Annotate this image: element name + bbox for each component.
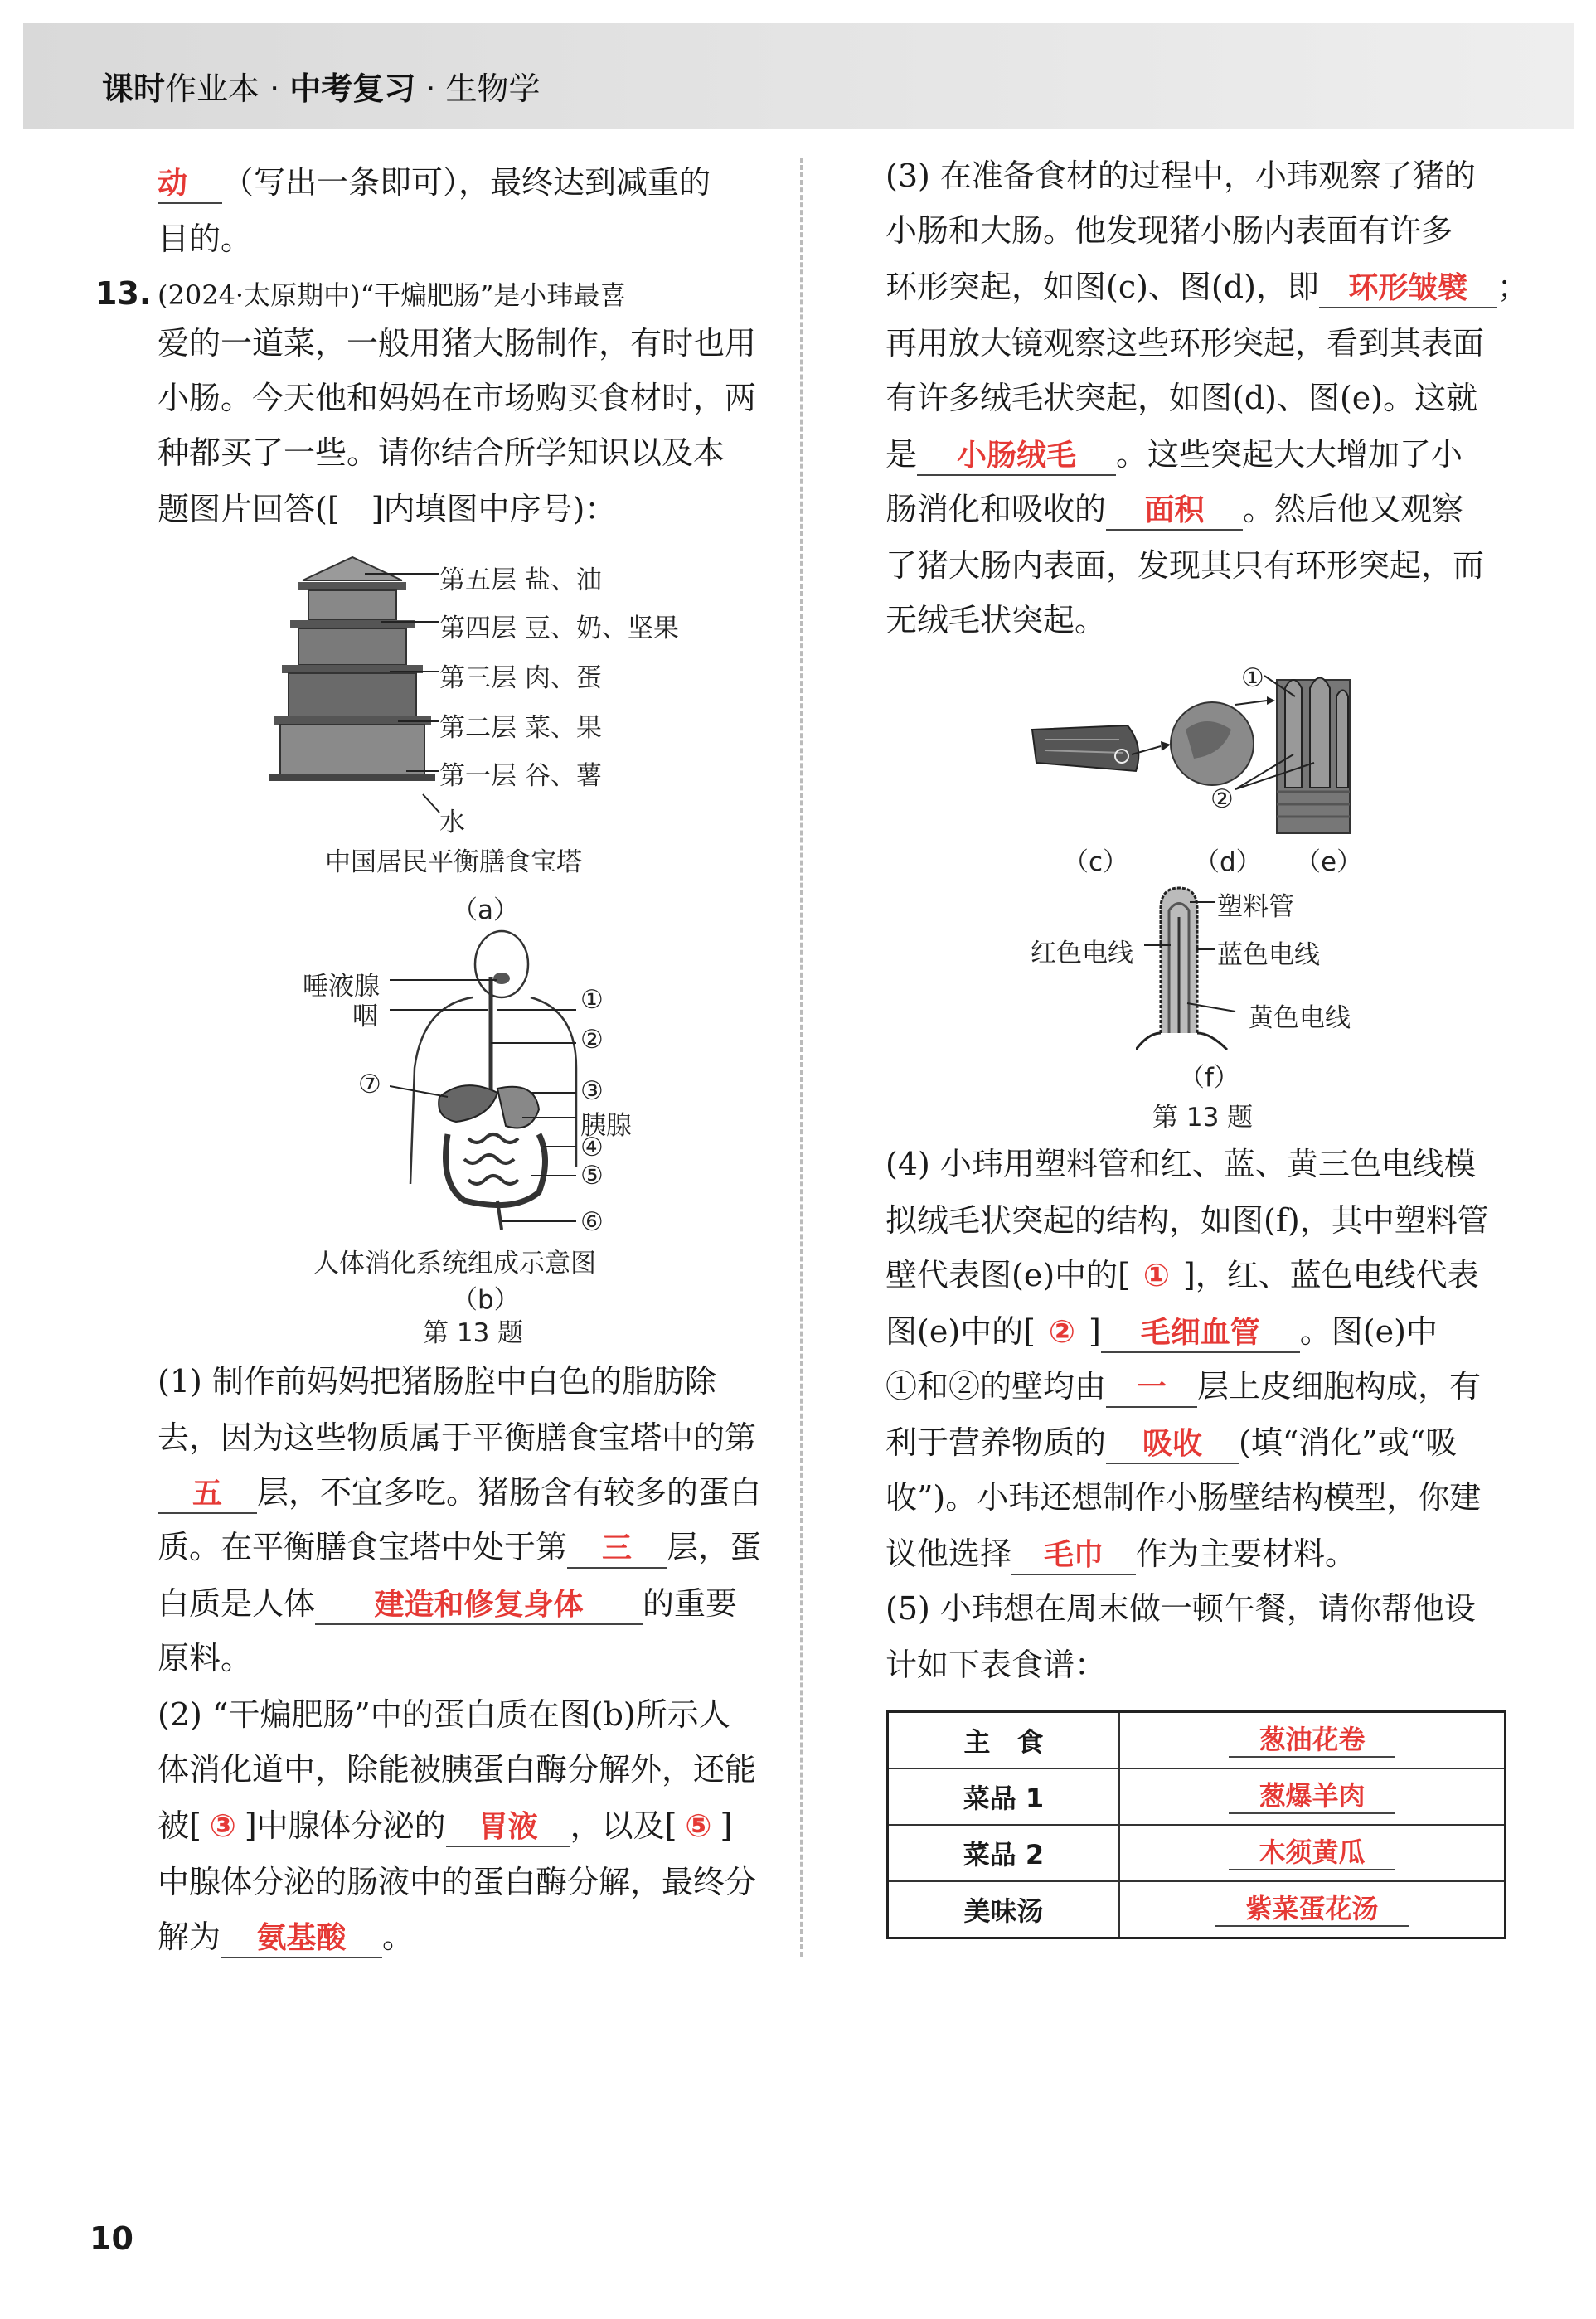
question-text: 白质是人体 建造和修复身体 的重要: [158, 1584, 737, 1625]
question-text: 壁代表图(e)中的[ ① ]，红、蓝色电线代表: [885, 1257, 1479, 1293]
question-text: 小肠。今天他和妈妈在市场购买食材时，两: [158, 380, 757, 416]
intestine-figures: [1028, 663, 1376, 837]
figure-number-label: ①: [1241, 663, 1264, 693]
table-row: [888, 1881, 1506, 1938]
question-text: 体消化道中，除能被胰蛋白酶分解外，还能: [158, 1751, 757, 1788]
menu-value-cell: [1119, 1768, 1506, 1825]
page-header: [23, 23, 1574, 129]
question-text: 原料。: [158, 1640, 253, 1676]
table-row: [888, 1768, 1506, 1825]
figure-c-intestine: [1032, 725, 1138, 771]
digestive-label: ⑥: [580, 1207, 604, 1237]
menu-key: 美味汤: [888, 1881, 1120, 1938]
question-text: 小肠和大肠。他发现猪小肠内表面有许多: [885, 212, 1453, 249]
question-text: 去，因为这些物质属于平衡膳食宝塔中的第: [158, 1419, 757, 1456]
menu-answer: 紫菜蛋花汤: [1215, 1892, 1408, 1927]
villus-label: 黄色电线: [1248, 1003, 1351, 1033]
menu-table: [886, 1710, 1506, 1939]
answer-blank: 三: [567, 1531, 667, 1569]
question-text: 环形突起，如图(c)、图(d)，即 环形皱襞 ；: [885, 267, 1529, 308]
separator: ·: [260, 70, 290, 107]
pyramid-label: 第一层 谷、薯: [439, 761, 602, 791]
question-text: 拟绒毛状突起的结构，如图(f)，其中塑料管: [885, 1202, 1489, 1239]
answer-blank: 氨基酸: [221, 1920, 382, 1958]
question-text: (2024·太原期中)“干煸肥肠”是小玮最喜: [158, 279, 627, 311]
menu-key: 主 食: [888, 1712, 1120, 1769]
question-text: (2) “干煸肥肠”中的蛋白质在图(b)所示人: [158, 1696, 730, 1733]
menu-key: 菜品 1: [888, 1768, 1120, 1825]
digestive-label: 咽: [352, 1002, 378, 1031]
table-row: [888, 1712, 1506, 1769]
question-text: 是 小肠绒毛 。这些突起大大增加了小: [885, 434, 1463, 476]
question-text: 无绒毛状突起。: [885, 602, 1107, 638]
header-title: [102, 63, 541, 109]
pyramid-label: 第四层 豆、奶、坚果: [439, 614, 679, 643]
menu-value-cell: [1119, 1881, 1506, 1938]
answer-number: ①: [1142, 1257, 1171, 1293]
villus-label: 塑料管: [1217, 892, 1294, 922]
answer-blank: 毛巾: [1011, 1537, 1136, 1575]
answer-blank: 小肠绒毛: [917, 438, 1116, 476]
menu-key: 菜品 2: [888, 1825, 1120, 1881]
digestive-label: ①: [580, 985, 604, 1015]
figure-tag: （a）: [452, 895, 519, 925]
question-text: 议他选择 毛巾 作为主要材料。: [885, 1534, 1356, 1575]
digestive-leader-lines: [390, 927, 589, 1238]
answer-blank: 五: [158, 1476, 257, 1514]
question-text: 被[ ③ ]中腺体分泌的 胃液 ，以及[ ⑤ ]: [158, 1806, 732, 1847]
question-text: 肠消化和吸收的 面积 。然后他又观察: [885, 489, 1463, 531]
question-text: 题图片回答([ ]内填图中序号)：: [158, 491, 617, 527]
question-text: 种都买了一些。请你结合所学知识以及本: [158, 434, 725, 471]
answer-number: ②: [1048, 1313, 1076, 1350]
separator: ·: [415, 70, 446, 107]
pyramid-leader-lines: [365, 564, 448, 829]
digestive-label: ④: [580, 1133, 604, 1162]
menu-answer: 木须黄瓜: [1229, 1836, 1395, 1870]
left-line: 动 （写出一条即可），最终达到减重的: [158, 163, 711, 204]
digestive-label: ⑦: [358, 1070, 381, 1099]
page-number: 10: [90, 2220, 133, 2257]
pyramid-label: 第二层 菜、果: [439, 713, 602, 743]
figure-caption: 中国居民平衡膳食宝塔: [325, 847, 582, 877]
question-text: (4) 小玮用塑料管和红、蓝、黄三色电线模: [885, 1146, 1476, 1182]
villus-label: 红色电线: [1031, 939, 1133, 968]
figure-tag: （d）: [1194, 847, 1262, 877]
figure-tag: （e）: [1295, 847, 1363, 877]
subject-text: 生物学: [445, 70, 541, 107]
question-text: 解为 氨基酸 。: [158, 1917, 414, 1958]
answer-blank: 建造和修复身体: [315, 1587, 643, 1625]
question-text: 中腺体分泌的肠液中的蛋白酶分解，最终分: [158, 1864, 757, 1900]
answer-number: ⑤: [685, 1807, 712, 1844]
menu-answer: 葱油花卷: [1229, 1723, 1395, 1758]
column-divider: [800, 158, 803, 1957]
menu-value-cell: [1119, 1825, 1506, 1881]
left-line: 目的。: [158, 221, 253, 257]
question-text: (1) 制作前妈妈把猪肠腔中白色的脂肪除: [158, 1363, 716, 1400]
question-text: 再用放大镜观察这些环形突起，看到其表面: [885, 325, 1485, 361]
pyramid-label: 水: [439, 808, 465, 837]
answer-blank: 动: [158, 166, 222, 204]
digestive-label: 胰腺: [580, 1111, 632, 1141]
figure-tag: （f）: [1179, 1063, 1239, 1093]
figure-caption: 第 13 题: [1152, 1103, 1254, 1133]
question-text: (5) 小玮想在周末做一顿午餐，请你帮他设: [885, 1590, 1476, 1627]
brand-text: 课时: [102, 70, 166, 107]
answer-blank: 环形皱襞: [1319, 270, 1497, 308]
question-text: (3) 在准备食材的过程中，小玮观察了猪的: [885, 158, 1476, 194]
answer-number: ③: [209, 1807, 236, 1844]
question-text: 爱的一道菜，一般用猪大肠制作，有时也用: [158, 325, 757, 361]
pyramid-label: 第五层 盐、油: [439, 565, 602, 595]
question-text: 计如下表食谱：: [885, 1647, 1107, 1683]
digestive-label: ②: [580, 1025, 604, 1055]
menu-value-cell: [1119, 1712, 1506, 1769]
series-text: 中考复习: [289, 70, 416, 107]
digestive-label: ⑤: [580, 1161, 604, 1191]
question-text: 质。在平衡膳食宝塔中处于第 三 层，蛋: [158, 1527, 761, 1569]
question-text: 利于营养物质的 吸收 (填“消化”或“吸: [885, 1423, 1457, 1464]
figure-caption: 第 13 题: [423, 1318, 524, 1348]
answer-blank: 吸收: [1106, 1426, 1239, 1464]
figure-tag: （c）: [1063, 847, 1129, 877]
villus-label: 蓝色电线: [1217, 940, 1320, 970]
question-text: 图(e)中的[ ② ] 毛细血管 。图(e)中: [885, 1312, 1438, 1353]
question-text: 收”)。小玮还想制作小肠壁结构模型，你建: [885, 1479, 1482, 1516]
question-text: 了猪大肠内表面，发现其只有环形突起，而: [885, 547, 1485, 584]
question-number: 13.: [95, 275, 152, 312]
question-text: 五 层，不宜多吃。猪肠含有较多的蛋白: [158, 1472, 761, 1514]
answer-blank: 胃液: [446, 1809, 570, 1847]
question-text: ①和②的壁均由 一 层上皮细胞构成，有: [885, 1366, 1481, 1408]
answer-blank: 面积: [1106, 492, 1243, 531]
figure-number-label: ②: [1210, 784, 1234, 814]
table-row: [888, 1825, 1506, 1881]
pyramid-label: 第三层 肉、蛋: [439, 663, 602, 693]
question-text: 有许多绒毛状突起，如图(d)、图(e)。这就: [885, 380, 1478, 416]
digestive-label: ③: [580, 1076, 604, 1106]
answer-blank: 一: [1106, 1370, 1197, 1408]
answer-blank: 毛细血管: [1101, 1315, 1300, 1353]
digestive-label: 唾液腺: [303, 972, 380, 1002]
figure-tag: （b）: [452, 1285, 520, 1315]
figure-caption: 人体消化系统组成示意图: [313, 1249, 596, 1278]
menu-answer: 葱爆羊肉: [1229, 1779, 1395, 1814]
book-text: 作业本: [165, 70, 260, 107]
